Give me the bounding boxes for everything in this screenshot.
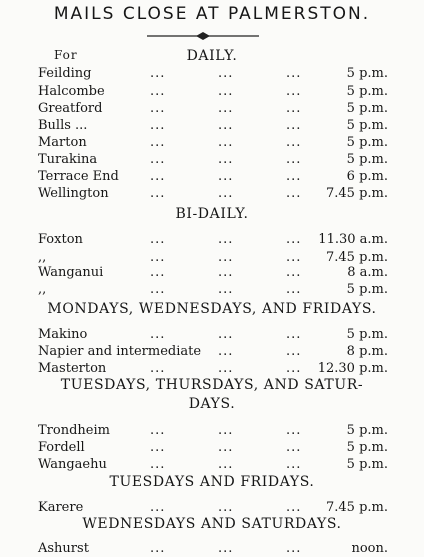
leader-dots: ...: [150, 135, 166, 150]
leader-dots: ...: [218, 361, 234, 376]
leader-dots: ...: [218, 344, 234, 359]
leader-dots: ...: [150, 84, 166, 99]
leader-dots: ...: [286, 232, 302, 247]
destination-name: Makino: [38, 327, 88, 342]
closing-time: 5 p.m.: [346, 135, 388, 150]
schedule-row: [0, 231, 424, 248]
schedule-row: [0, 168, 424, 185]
schedule-row: [0, 422, 424, 439]
closing-time: 5 p.m.: [346, 118, 388, 133]
leader-dots: ...: [218, 232, 234, 247]
destination-name: Bulls ...: [38, 118, 88, 133]
leader-dots: ...: [150, 66, 166, 81]
leader-dots: ...: [150, 282, 166, 297]
closing-time: 11.30 a.m.: [318, 232, 388, 247]
leader-dots: ...: [150, 265, 166, 280]
closing-time: 8 p.m.: [346, 344, 388, 359]
closing-time: 6 p.m.: [346, 169, 388, 184]
closing-time: 5 p.m.: [346, 423, 388, 438]
closing-time: 5 p.m.: [346, 440, 388, 455]
destination-name: Marton: [38, 135, 87, 150]
destination-name: Foxton: [38, 232, 83, 247]
closing-time: 7.45 p.m.: [326, 250, 388, 265]
schedule-row: [0, 456, 424, 473]
closing-time: 5 p.m.: [346, 327, 388, 342]
leader-dots: ...: [150, 169, 166, 184]
leader-dots: ...: [150, 500, 166, 515]
leader-dots: ...: [218, 250, 234, 265]
schedule-row: [0, 83, 424, 100]
schedule-row: [0, 499, 424, 516]
leader-dots: ...: [286, 440, 302, 455]
closing-time: noon.: [351, 541, 388, 556]
schedule-row: [0, 326, 424, 343]
schedule-row: [0, 117, 424, 134]
leader-dots: ...: [286, 118, 302, 133]
leader-dots: ...: [150, 152, 166, 167]
closing-time: 5 p.m.: [346, 282, 388, 297]
destination-name: Napier and intermediate: [38, 344, 202, 359]
leader-dots: ...: [286, 169, 302, 184]
schedule-row: [0, 100, 424, 117]
section-heading: TUESDAYS, THURSDAYS, AND SATUR-: [60, 377, 364, 393]
section-heading: TUESDAYS AND FRIDAYS.: [109, 474, 315, 490]
leader-dots: ...: [218, 457, 234, 472]
leader-dots: ...: [150, 232, 166, 247]
leader-dots: ...: [286, 135, 302, 150]
leader-dots: ...: [150, 541, 166, 556]
section-heading-continued: DAYS.: [188, 396, 236, 412]
schedule-row: [0, 360, 424, 377]
destination-name: Masterton: [38, 361, 107, 376]
section-heading: WEDNESDAYS AND SATURDAYS.: [82, 516, 342, 532]
leader-dots: ...: [150, 457, 166, 472]
leader-dots: ...: [286, 344, 302, 359]
leader-dots: ...: [218, 541, 234, 556]
leader-dots: ...: [286, 101, 302, 116]
leader-dots: ...: [218, 135, 234, 150]
closing-time: 5 p.m.: [346, 152, 388, 167]
leader-dots: ...: [150, 118, 166, 133]
leader-dots: ...: [286, 327, 302, 342]
destination-name: Halcombe: [38, 84, 105, 99]
page-title: MAILS CLOSE AT PALMERSTON.: [53, 4, 371, 24]
destination-name: Wanganui: [38, 265, 104, 280]
schedule-row: [0, 65, 424, 82]
decorative-rule: [147, 30, 259, 42]
leader-dots: ...: [218, 186, 234, 201]
section-heading: MONDAYS, WEDNESDAYS, AND FRIDAYS.: [47, 301, 377, 317]
leader-dots: ...: [218, 440, 234, 455]
leader-dots: ...: [286, 66, 302, 81]
leader-dots: ...: [286, 361, 302, 376]
leader-dots: ...: [218, 118, 234, 133]
closing-time: 5 p.m.: [346, 101, 388, 116]
leader-dots: ...: [286, 84, 302, 99]
leader-dots: ...: [218, 84, 234, 99]
destination-name: Wellington: [38, 186, 109, 201]
leader-dots: ...: [218, 282, 234, 297]
closing-time: 8 a.m.: [347, 265, 388, 280]
leader-dots: ...: [150, 101, 166, 116]
closing-time: 7.45 p.m.: [326, 186, 388, 201]
for-label: For: [54, 48, 78, 62]
schedule-row: [0, 439, 424, 456]
leader-dots: ...: [150, 361, 166, 376]
leader-dots: ...: [286, 186, 302, 201]
leader-dots: ...: [286, 250, 302, 265]
leader-dots: ...: [286, 541, 302, 556]
schedule-row: [0, 185, 424, 202]
schedule-row: [0, 151, 424, 168]
section-heading: BI-DAILY.: [175, 206, 249, 222]
destination-name: Trondheim: [38, 423, 110, 438]
leader-dots: ...: [218, 423, 234, 438]
destination-name: Wangaehu: [38, 457, 107, 472]
destination-name: Ashurst: [38, 541, 89, 556]
leader-dots: ...: [218, 169, 234, 184]
schedule-row: [0, 281, 424, 298]
leader-dots: ...: [218, 265, 234, 280]
closing-time: 12.30 p.m.: [317, 361, 388, 376]
schedule-row: [0, 540, 424, 557]
leader-dots: ...: [150, 423, 166, 438]
destination-name: ,,: [38, 282, 47, 297]
leader-dots: ...: [218, 500, 234, 515]
schedule-row: [0, 264, 424, 281]
leader-dots: ...: [218, 327, 234, 342]
leader-dots: ...: [150, 327, 166, 342]
leader-dots: ...: [286, 282, 302, 297]
leader-dots: ...: [286, 423, 302, 438]
destination-name: Feilding: [38, 66, 92, 81]
destination-name: Karere: [38, 500, 84, 515]
schedule-row: [0, 343, 424, 360]
destination-name: Fordell: [38, 440, 85, 455]
closing-time: 7.45 p.m.: [326, 500, 388, 515]
leader-dots: ...: [150, 186, 166, 201]
destination-name: ,,: [38, 250, 47, 265]
destination-name: Greatford: [38, 101, 103, 116]
leader-dots: ...: [150, 440, 166, 455]
leader-dots: ...: [218, 66, 234, 81]
schedule-row: [0, 134, 424, 151]
leader-dots: ...: [150, 250, 166, 265]
closing-time: 5 p.m.: [346, 84, 388, 99]
leader-dots: ...: [286, 152, 302, 167]
closing-time: 5 p.m.: [346, 457, 388, 472]
destination-name: Turakina: [38, 152, 98, 167]
leader-dots: ...: [286, 457, 302, 472]
leader-dots: ...: [218, 101, 234, 116]
closing-time: 5 p.m.: [346, 66, 388, 81]
leader-dots: ...: [286, 265, 302, 280]
destination-name: Terrace End: [38, 169, 119, 184]
section-heading: DAILY.: [186, 48, 238, 64]
leader-dots: ...: [218, 152, 234, 167]
leader-dots: ...: [286, 500, 302, 515]
